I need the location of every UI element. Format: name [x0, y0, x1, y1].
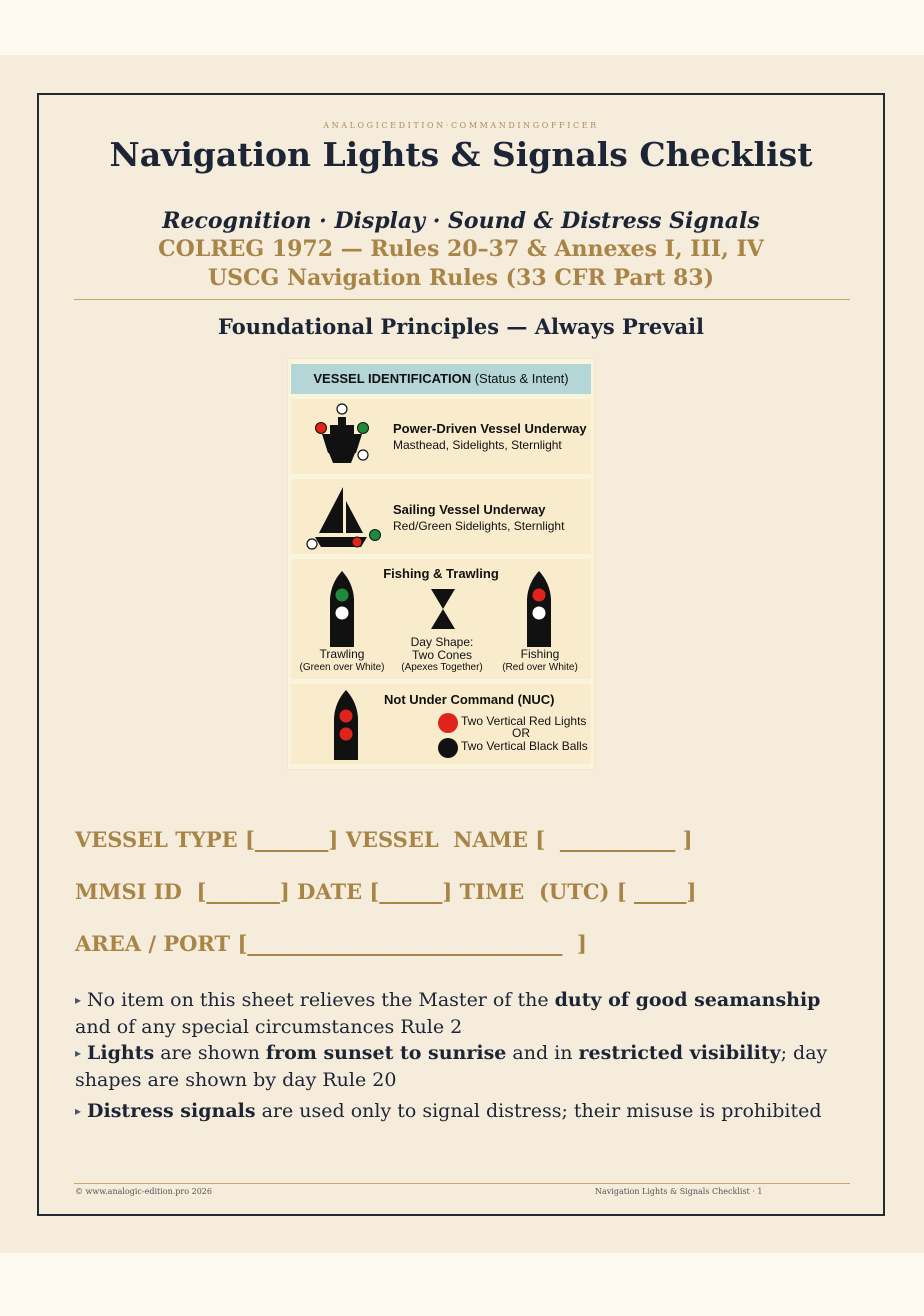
- figure-header: [291, 364, 591, 394]
- panel-sailing-vessel: [291, 479, 591, 554]
- bullet-marker: ▸: [75, 993, 82, 1007]
- kicker: ANALOGICEDITION·COMMANDINGOFFICER: [323, 121, 599, 130]
- bullet-good-seamanship: ▸ No item on this sheet relieves the Master of the duty of good seamanship and of any special circumstances Rule 2: [75, 989, 821, 1038]
- power-vessel-icon: [305, 401, 375, 471]
- bullet-marker: ▸: [75, 1046, 82, 1060]
- vessel-type-name-field[interactable]: VESSEL TYPE [_______] VESSEL NAME [ ___________ ]: [75, 827, 693, 852]
- footer-divider: [74, 1183, 850, 1184]
- checklist-page: [0, 55, 924, 1253]
- panel-power-vessel: [291, 399, 591, 474]
- reference-uscg: USCG Navigation Rules (33 CFR Part 83): [207, 265, 715, 291]
- two-cones-day-shape-icon: [428, 587, 458, 631]
- principles-heading: Foundational Principles — Always Prevail: [217, 314, 705, 339]
- fishing-label: Fishing: [520, 647, 560, 661]
- nuc-option-black-balls: Two Vertical Black Balls: [461, 739, 588, 753]
- figure-heading-rest: (Status & Intent): [471, 371, 569, 386]
- bullet-distress-signals: ▸ Distress signals are used only to signal distress; their misuse is prohibited: [75, 1100, 822, 1122]
- mmsi-date-time-field[interactable]: MMSI ID [_______] DATE [______] TIME (UTC) [ _____]: [75, 879, 697, 904]
- nuc-vessel-icon: [331, 688, 361, 762]
- trawling-label: Trawling: [319, 647, 365, 661]
- bullet-lights-display: ▸ Lights are shown from sunset to sunrise and in restricted visibility; day shapes are shown by day Rule 20: [75, 1042, 828, 1091]
- apexes-together-note: (Apexes Together): [401, 662, 483, 673]
- fishing-note: (Red over White): [502, 662, 578, 673]
- sailing-vessel-desc: Red/Green Sidelights, Sternlight: [393, 519, 565, 533]
- page-title: Navigation Lights & Signals Checklist: [109, 135, 813, 174]
- sailing-vessel-icon: [305, 481, 385, 553]
- panel-not-under-command: [291, 684, 591, 764]
- page-frame: [37, 93, 885, 1216]
- trawling-vessel-icon: [327, 569, 357, 649]
- panel-fishing-trawling: [291, 559, 591, 679]
- subtitle: Recognition · Display · Sound & Distress Signals: [162, 208, 760, 234]
- power-vessel-title: Power-Driven Vessel Underway: [393, 421, 587, 436]
- nuc-legend-icons: [436, 712, 460, 760]
- trawling-note: (Green over White): [299, 662, 385, 673]
- fishing-vessel-icon: [524, 569, 554, 649]
- power-vessel-desc: Masthead, Sidelights, Sternlight: [393, 438, 562, 452]
- vessel-identification-figure: [287, 358, 595, 770]
- sailing-vessel-title: Sailing Vessel Underway: [393, 502, 546, 517]
- two-cones-label: Two Cones: [411, 648, 473, 662]
- reference-colreg: COLREG 1972 — Rules 20–37 & Annexes I, III, IV: [158, 236, 764, 262]
- fishing-title: Fishing & Trawling: [383, 566, 499, 581]
- nuc-option-red-lights: Two Vertical Red Lights: [461, 714, 587, 728]
- figure-heading-bold: VESSEL IDENTIFICATION: [313, 371, 472, 386]
- day-shape-label: Day Shape:: [410, 635, 474, 649]
- bullet-marker: ▸: [75, 1104, 82, 1118]
- header-divider: [74, 299, 850, 300]
- footer-page-label: Navigation Lights & Signals Checklist · 1: [595, 1187, 763, 1196]
- nuc-or: OR: [512, 726, 530, 740]
- footer-copyright: © www.analogic-edition.pro 2026: [75, 1187, 212, 1196]
- area-port-field[interactable]: AREA / PORT [______________________________ ]: [75, 931, 587, 956]
- nuc-title: Not Under Command (NUC): [384, 692, 555, 707]
